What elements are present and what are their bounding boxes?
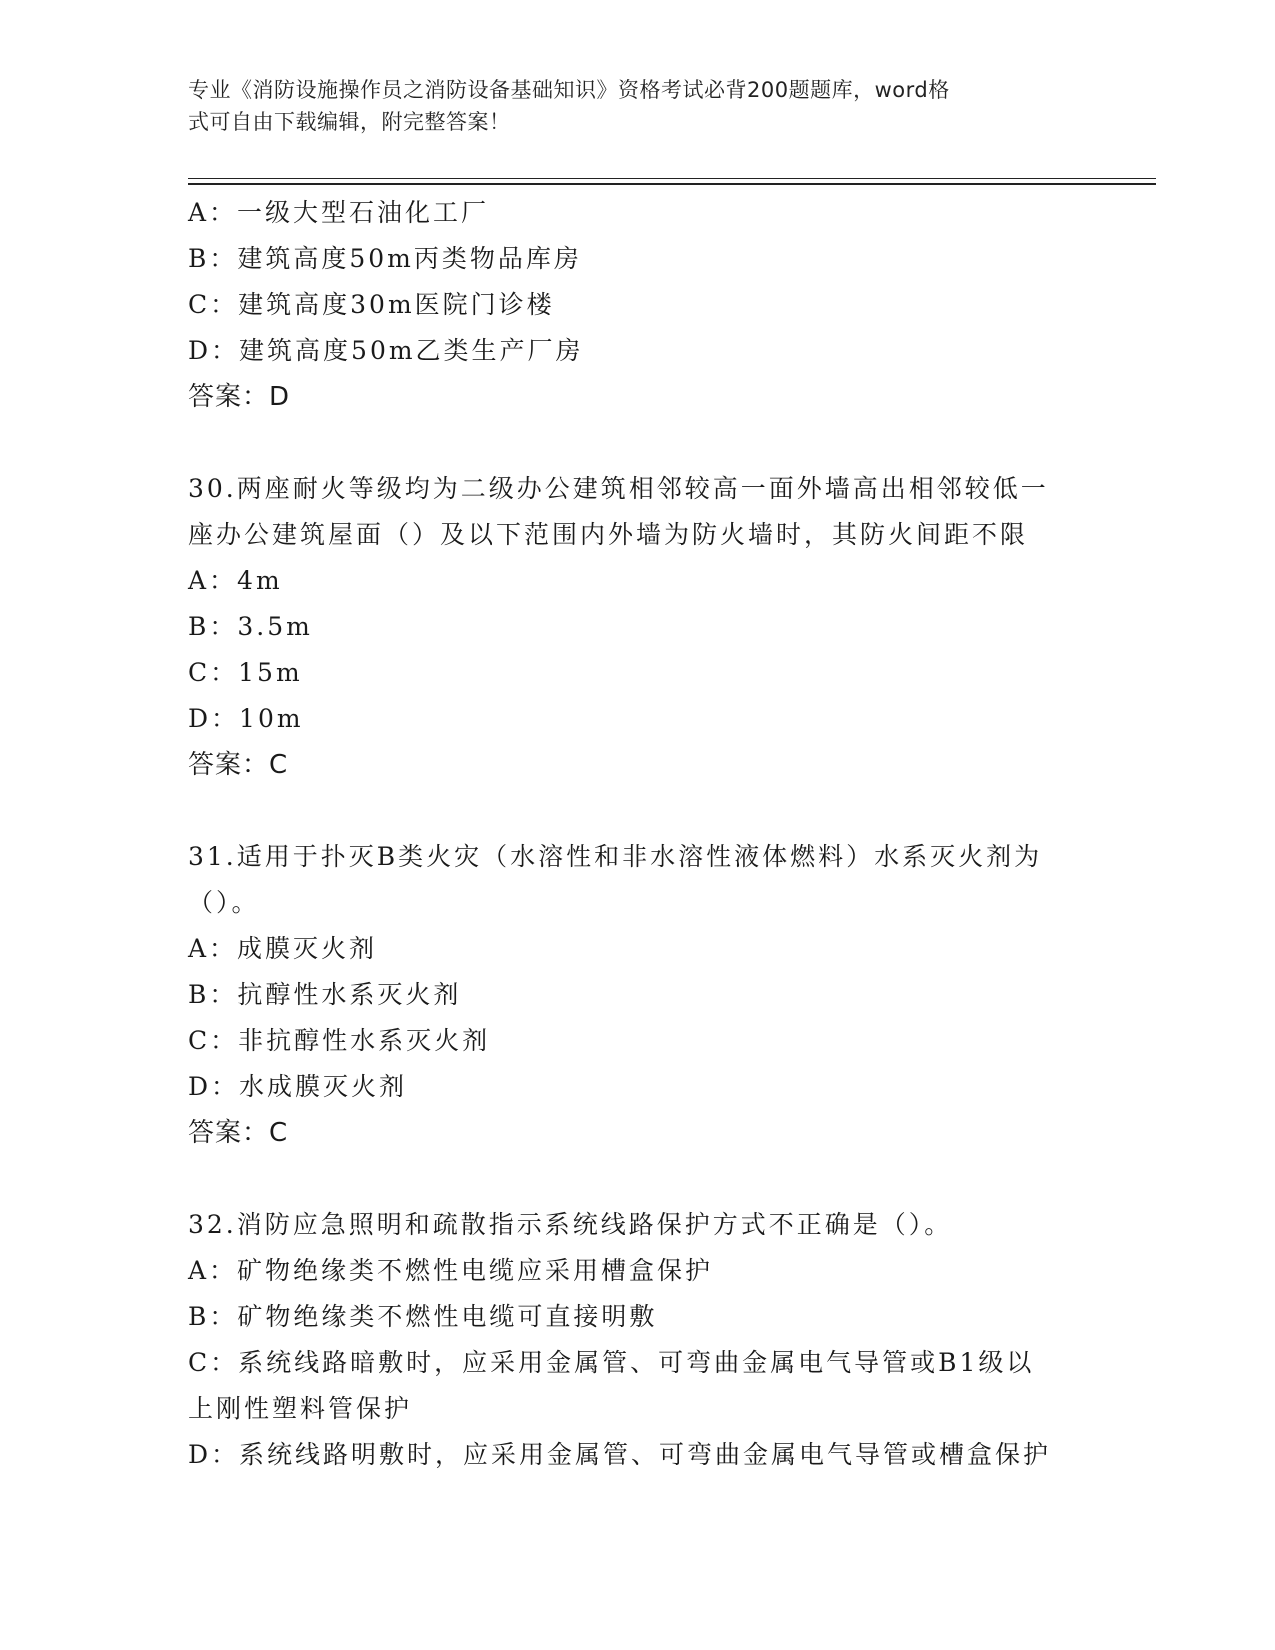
- option-b: B：矿物绝缘类不燃性电缆可直接明敷: [188, 1302, 658, 1331]
- option-b: B：3.5m: [188, 612, 313, 641]
- answer-line: 答案：C: [188, 1118, 289, 1148]
- header-line-2: 式可自由下载编辑，附完整答案！: [188, 110, 511, 134]
- document-header: [188, 74, 1068, 138]
- option-a: A：成膜灭火剂: [188, 934, 378, 963]
- question-text-line: 32.消防应急照明和疏散指示系统线路保护方式不正确是（）。: [188, 1210, 953, 1239]
- spacer: [188, 1156, 1088, 1202]
- option-d: D：系统线路明敷时，应采用金属管、可弯曲金属电气导管或槽盒保护: [188, 1440, 1052, 1469]
- answer-line: 答案：D: [188, 382, 291, 412]
- option-a: A：4m: [188, 566, 283, 595]
- option-c: C：建筑高度30m医院门诊楼: [188, 290, 555, 319]
- option-d: D：建筑高度50m乙类生产厂房: [188, 336, 584, 365]
- spacer: [188, 788, 1088, 834]
- option-b: B：建筑高度50m丙类物品库房: [188, 244, 582, 273]
- question-text-line: （）。: [188, 888, 260, 917]
- option-a: A：矿物绝缘类不燃性电缆应采用槽盒保护: [188, 1256, 714, 1285]
- option-b: B：抗醇性水系灭火剂: [188, 980, 462, 1009]
- option-c: C：非抗醇性水系灭火剂: [188, 1026, 491, 1055]
- option-c-continued: 上刚性塑料管保护: [188, 1394, 413, 1423]
- option-a: A：一级大型石油化工厂: [188, 198, 490, 227]
- option-c: C：系统线路暗敷时，应采用金属管、可弯曲金属电气导管或B1级以: [188, 1348, 1035, 1377]
- question-block-31: [188, 834, 1088, 1156]
- question-content: [188, 190, 1088, 1478]
- question-block-30: [188, 466, 1088, 788]
- question-text-line: 31.适用于扑灭B类火灾（水溶性和非水溶性液体燃料）水系灭火剂为: [188, 842, 1043, 871]
- question-text-line: 30.两座耐火等级均为二级办公建筑相邻较高一面外墙高出相邻较低一: [188, 474, 1049, 503]
- option-d: D：水成膜灭火剂: [188, 1072, 408, 1101]
- question-block-32: [188, 1202, 1088, 1478]
- option-c: C：15m: [188, 658, 303, 687]
- question-text-line: 座办公建筑屋面（）及以下范围内外墙为防火墙时，其防火间距不限: [188, 520, 1029, 549]
- spacer: [188, 420, 1088, 466]
- option-d: D：10m: [188, 704, 304, 733]
- answer-line: 答案：C: [188, 750, 289, 780]
- header-rule-thick: [188, 183, 1156, 185]
- header-rule-thin: [188, 178, 1156, 179]
- question-block-prev: [188, 190, 1088, 420]
- header-line-1: 专业《消防设施操作员之消防设备基础知识》资格考试必背200题题库，word格: [188, 78, 950, 102]
